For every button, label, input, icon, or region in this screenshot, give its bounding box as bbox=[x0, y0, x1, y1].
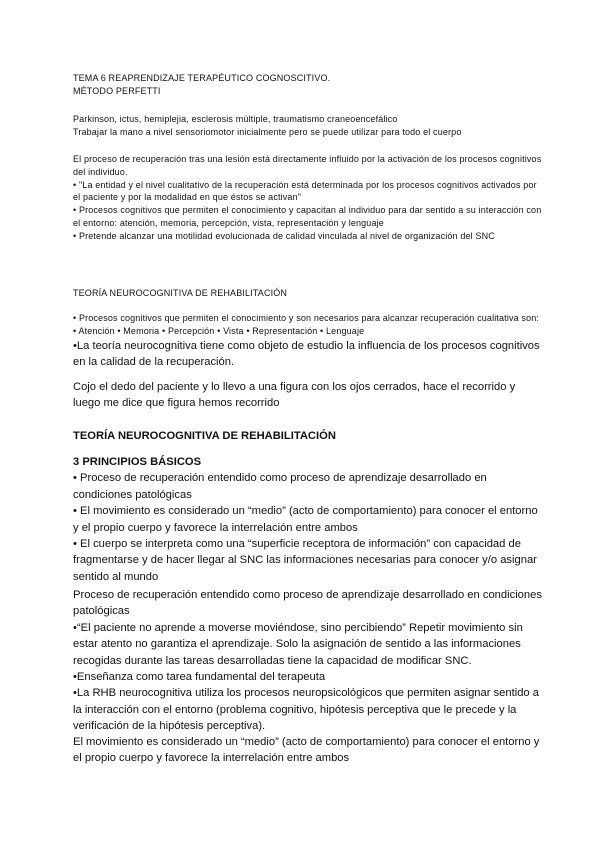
recovery-bullet: • Procesos cognitivos que permiten el conocimiento y capacitan al individuo para dar sentido a su interacción con el entorno: atención, memoria, percepción, vista, representación y lenguaje bbox=[73, 205, 542, 228]
learning-block bbox=[73, 587, 543, 735]
principles-heading: 3 PRINCIPIOS BÁSICOS bbox=[73, 456, 202, 468]
title-line-1: TEMA 6 REAPRENDIZAJE TERAPÉUTICO COGNOSCITIVO. bbox=[73, 73, 331, 83]
theory-example: Cojo el dedo del paciente y lo llevo a una figura con los ojos cerrados, hace el recorrido y luego me dice que figura hemos recorrido bbox=[73, 381, 516, 410]
learning-heading: Proceso de recuperación entendido como proceso de aprendizaje desarrollado en condiciones patológicas bbox=[73, 589, 542, 618]
conditions-line: Parkinson, ictus, hemiplejia, esclerosis múltiple, traumatismo craneoencefálico bbox=[73, 114, 398, 124]
theory-objective: •La teoría neurocognitiva tiene como objeto de estudio la influencia de los procesos cognitivos en la calidad de la recuperación. bbox=[73, 340, 540, 369]
title-line-2: MÉTODO PERFETTI bbox=[73, 85, 161, 96]
recovery-bullet: • "La entidad y el nivel cualitativo de la recuperación está determinada por los procesos cognitivos activados por el paciente y por la modalidad en que éstos se activan" bbox=[73, 179, 537, 203]
theory-small-heading: TEORÍA NEUROCOGNITIVA DE REHABILITACIÓN bbox=[73, 288, 288, 298]
principle-item: • El cuerpo se interpreta como una “superficie receptora de información” con capacidad de fragmentarse y de hacer llegar al SNC las informaciones necesarias para conocer y/o asignar sentido al mundo bbox=[73, 538, 537, 583]
recovery-intro: El proceso de recuperación tras una lesión está directamente influido por la activación de los procesos cognitivos del individuo. bbox=[73, 154, 542, 177]
learning-bullet: •“El paciente no aprende a moverse moviéndose, sino percibiendo” Repetir movimiento sin estar atento no garantiza el aprendizaje. Solo la asignación de sentido a las informaciones recogidas durante las tareas desarrolladas tiene la capacidad de modificar SNC. bbox=[73, 621, 523, 667]
closing-paragraph: El movimiento es considerado un “medio” (acto de comportamiento) para conocer el entorno y el propio cuerpo y favorece la interrelación entre ambos bbox=[73, 736, 540, 765]
learning-bullet: •Enseñanza como tarea fundamental del terapeuta bbox=[73, 671, 326, 684]
document-title bbox=[73, 72, 543, 98]
recovery-bullet: • Pretende alcanzar una motilidad evolucionada de calidad vinculada al nivel de organización del SNC bbox=[73, 230, 495, 241]
section-heading: TEORÍA NEUROCOGNITIVA DE REHABILITACIÓN bbox=[73, 430, 336, 442]
scope-line: Trabajar la mano a nivel sensoriomotor inicialmente pero se puede utilizar para todo el cuerpo bbox=[73, 126, 462, 137]
intro-block bbox=[73, 113, 543, 139]
principles-block bbox=[73, 454, 543, 585]
learning-bullet: •La RHB neurocognitiva utiliza los procesos neuropsicológicos que permiten asignar sentido a la interacción con el entorno (problema cognitivo, hipótesis perceptiva que le precede y la verificación de la hipótesis perceptiva). bbox=[73, 687, 539, 733]
theory-small-paragraph: • Procesos cognitivos que permiten el conocimiento y son necesarios para alcanzar recuperación cualitativa son: • Atención • Memoria • Percepción • Vista • Representación • Lenguaje bbox=[73, 313, 540, 336]
recovery-block bbox=[73, 153, 543, 243]
principle-item: • Proceso de recuperación entendido como proceso de aprendizaje desarrollado en condiciones patológicas bbox=[73, 472, 487, 501]
principle-item: • El movimiento es considerado un “medio” (acto de comportamiento) para conocer el entorno y el propio cuerpo y favorece la interrelación entre ambos bbox=[73, 505, 538, 534]
